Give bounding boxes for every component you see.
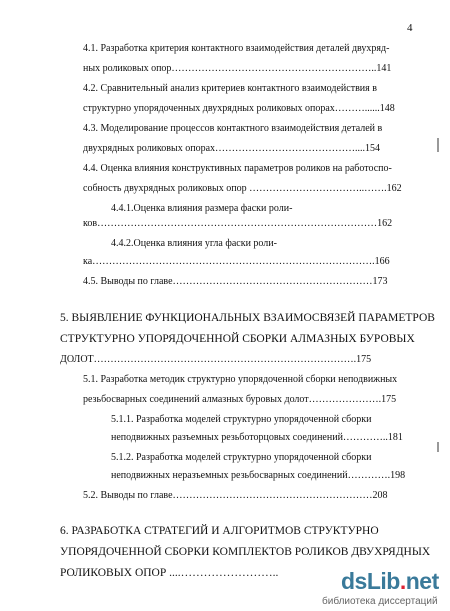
toc-line: 4.1. Разработка критерия контактного взаимодействия деталей двухряд- <box>83 43 390 54</box>
toc-line: 4.2. Сравнительный анализ критериев контактного взаимодействия в <box>83 83 377 94</box>
chapter-heading: 6. РАЗРАБОТКА СТРАТЕГИЙ И АЛГОРИТМОВ СТРУКТУРНО <box>60 525 379 537</box>
toc-line: 4.4. Оценка влияния конструктивных параметров роликов на работоспо- <box>83 163 392 174</box>
toc-line: ных роликовых опор……………………………………………………..141 <box>83 63 392 74</box>
toc-line: неподвижных неразъемных резьбосварных соединений………….198 <box>111 470 406 481</box>
toc-line: ков…………………………………………………………………………162 <box>83 218 393 229</box>
toc-line: структурно упорядоченных двухрядных роликовых опорах………......148 <box>83 103 395 114</box>
toc-line: неподвижных разъемных резьботорцовых соединений…………..181 <box>111 432 403 443</box>
watermark-logo: dsLib.net <box>341 568 439 594</box>
toc-line: резьбосварных соединений алмазных буровых долот………………….175 <box>83 394 397 405</box>
page-number: 4 <box>407 22 413 34</box>
toc-line: двухрядных роликовых опорах……………………………………....154 <box>83 143 381 154</box>
toc-line: 4.5. Выводы по главе……………………………………………………173 <box>83 276 388 287</box>
scan-mark <box>437 138 439 152</box>
watermark <box>305 568 450 611</box>
chapter-heading: РОЛИКОВЫХ ОПОР ....…………………….. <box>60 567 279 579</box>
watermark-subtitle: библиотека диссертаций <box>322 596 438 607</box>
toc-line: 4.4.1.Оценка влияния размера фаски роли- <box>111 203 293 214</box>
chapter-heading: 5. ВЫЯВЛЕНИЕ ФУНКЦИОНАЛЬНЫХ ВЗАИМОСВЯЗЕЙ ПАРАМЕТРОВ <box>60 312 435 324</box>
chapter-heading: СТРУКТУРНО УПОРЯДОЧЕННОЙ СБОРКИ АЛМАЗНЫХ БУРОВЫХ <box>60 333 415 345</box>
toc-line: 5.2. Выводы по главе……………………………………………………208 <box>83 490 388 501</box>
toc-line: ДОЛОТ…………………………………………………………………….175 <box>60 354 372 365</box>
toc-line: 4.3. Моделирование процессов контактного взаимодействия деталей в <box>83 123 383 134</box>
toc-line: собность двухрядных роликовых опор ……………………………..…….162 <box>83 183 402 194</box>
toc-line: 5.1.2. Разработка моделей структурно упорядоченной сборки <box>111 452 372 463</box>
toc-line: 5.1.1. Разработка моделей структурно упорядоченной сборки <box>111 414 372 425</box>
toc-line: 5.1. Разработка методик структурно упорядоченной сборки неподвижных <box>83 374 398 385</box>
toc-line: ка………………………………………………………………………….166 <box>83 256 390 267</box>
toc-line: 4.4.2.Оценка влияния угла фаски роли- <box>111 238 277 249</box>
chapter-heading: УПОРЯДОЧЕННОЙ СБОРКИ КОМПЛЕКТОВ РОЛИКОВ ДВУХРЯДНЫХ <box>60 546 431 558</box>
scan-mark <box>437 442 439 452</box>
